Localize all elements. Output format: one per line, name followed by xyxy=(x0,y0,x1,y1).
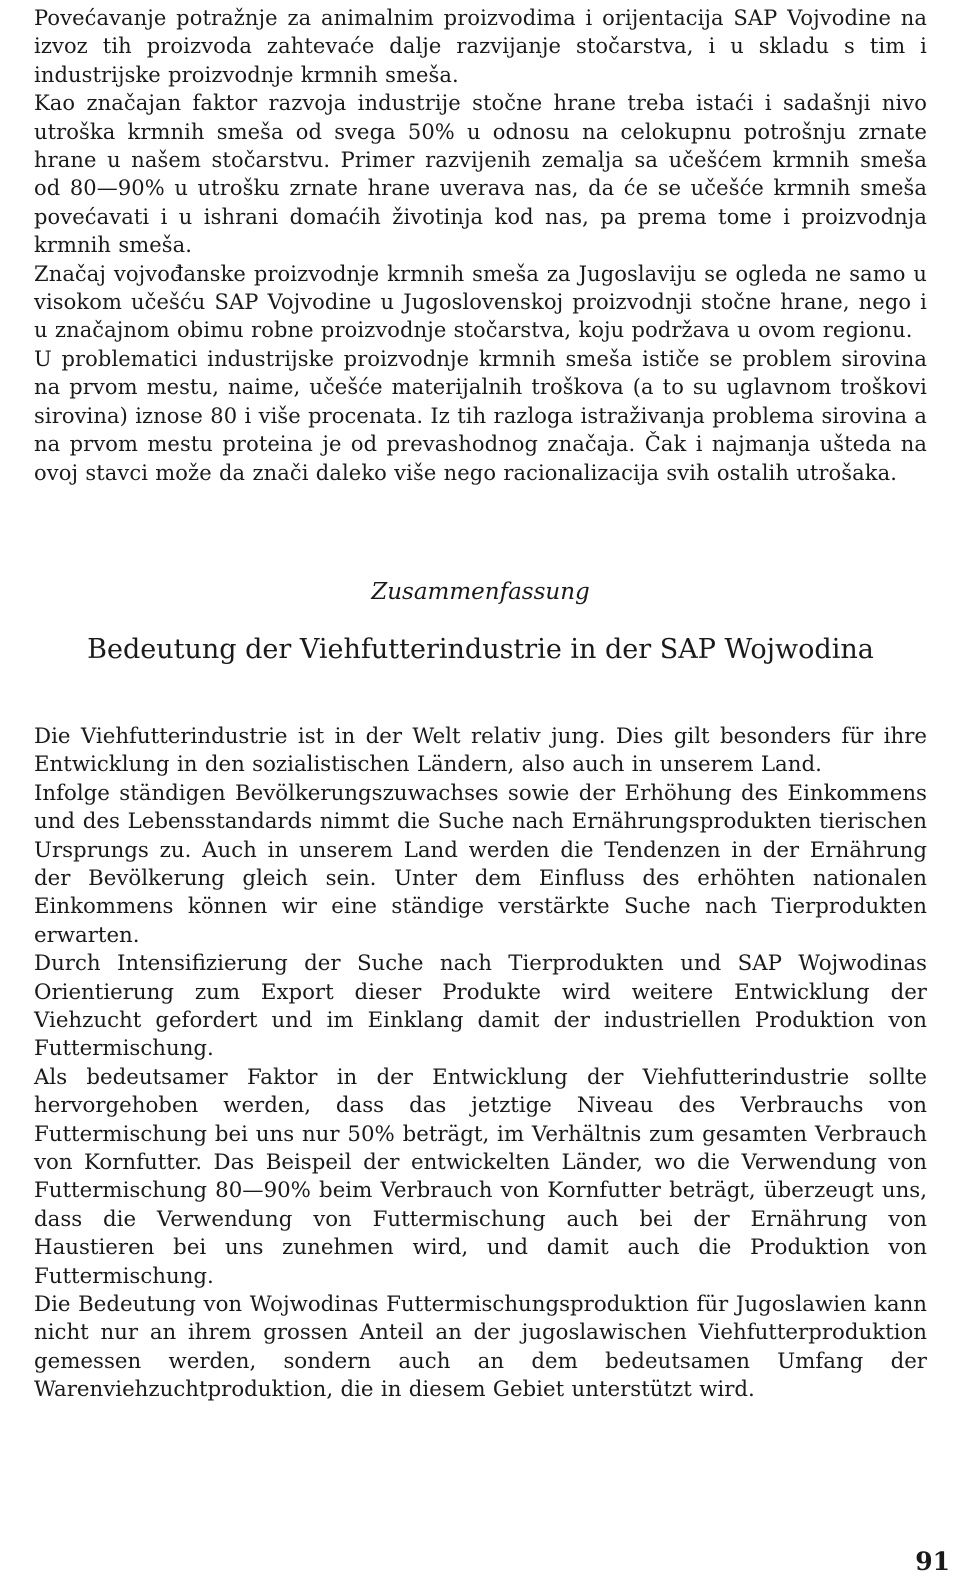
german-paragraph-2: Infolge ständigen Bevölkerungszuwachses sowie der Erhöhung des Einkommens und des Lebensstandards nimmt die Suche nach Ernährungsprodukten tierischen Ursprungs zu. Auch in unserem Land werden die Tendenzen in der Ernährung der Bevölkerung gleich sein. Unter dem Einfluss des erhöhten nationalen Einkommens können wir eine ständige verstärkte Suche nach Tierprodukten erwarten. xyxy=(34,780,927,948)
german-paragraph-5: Die Bedeutung von Wojwodinas Futtermischungsproduktion für Jugoslawien kann nicht nur an ihrem grossen Anteil an der jugoslawischen Viehfutterproduktion gemessen werden, sondern auch an dem bedeutsamen Umfang der Warenviehzuchtproduktion, die in diesem Gebiet unterstützt wird. xyxy=(34,1292,927,1403)
german-paragraph-1: Die Viehfutterindustrie ist in der Welt relativ jung. Dies gilt besonders für ihre Entwicklung in den sozialistischen Ländern, also auch in unserem Land. xyxy=(34,723,927,778)
page-content xyxy=(34,4,927,1405)
german-paragraph-4: Als bedeutsamer Faktor in der Entwicklung der Viehfutterindustrie sollte hervorgehoben werden, dass das jetztige Niveau des Verbrauchs von Futtermischung bei uns nur 50% beträgt, im Verhältnis zum gesamten Verbrauch von Kornfutter. Das Beispeil der entwickelten Länder, wo die Verwendung von Futtermischung 80—90% beim Verbrauch von Kornfutter beträgt, überzeugt uns, dass die Verwendung von Futtermischung auch bei der Ernährung von Haustieren bei uns zunehmen wird, und damit auch die Produktion von Futtermischung. xyxy=(34,1064,927,1289)
serbian-paragraph-3: Značaj vojvođanske proizvodnje krmnih smeša za Jugoslaviju se ogleda ne samo u visokom učešću SAP Vojvodine u Jugoslovenskoj proizvodnji stočne hrane, nego i u značajnom obimu robne proizvodnje stočarstva, koju podržava u ovom regionu. xyxy=(34,261,927,343)
german-paragraph-3: Durch Intensifizierung der Suche nach Tierprodukten und SAP Wojwodinas Orientierung zum Export dieser Produkte wird weitere Entwicklung der Viehzucht gefordert und im Einklang damit der industriellen Produktion von Futtermischung. xyxy=(34,951,927,1062)
page-number: 91 xyxy=(915,1547,950,1576)
serbian-paragraph-4: U problematici industrijske proizvodnje krmnih smeša ističe se problem sirovina na prvom mestu, naime, učešće materijalnih troškova (a to su uglavnom troškovi sirovina) iznose 80 i više procenata. Iz tih razloga istraživanja problema sirovina a na prvom mestu proteina je od prevashodnog značaja. Čak i najmanja ušteda na ovoj stavci može da znači daleko više nego racionalizacija svih ostalih utrošaka. xyxy=(34,346,927,485)
serbian-paragraph-2: Kao značajan faktor razvoja industrije stočne hrane treba istaći i sadašnji nivo utroška krmnih smeša od svega 50% u odnosu na celokupnu potrošnju zrnate hrane u našem stočarstvu. Primer razvijenih zemalja sa učešćem krmnih smeša od 80—90% u utrošku zrnate hrane uverava nas, da će se učešće krmnih smeša povećavati i u ishrani domaćih životinja kod nas, pa prema tome i proizvodnja krmnih smeša. xyxy=(34,91,927,258)
summary-title: Bedeutung der Viehfutterindustrie in der SAP Wojwodina xyxy=(87,633,874,665)
summary-label: Zusammenfassung xyxy=(371,578,590,605)
serbian-paragraph-1: Povećavanje potražnje za animalnim proizvodima i orijentacija SAP Vojvodine na izvoz tih proizvoda zahtevaće dalje razvijanje stočarstva, i u skladu s tim i industrijske proizvodnje krmnih smeša. xyxy=(34,6,927,87)
